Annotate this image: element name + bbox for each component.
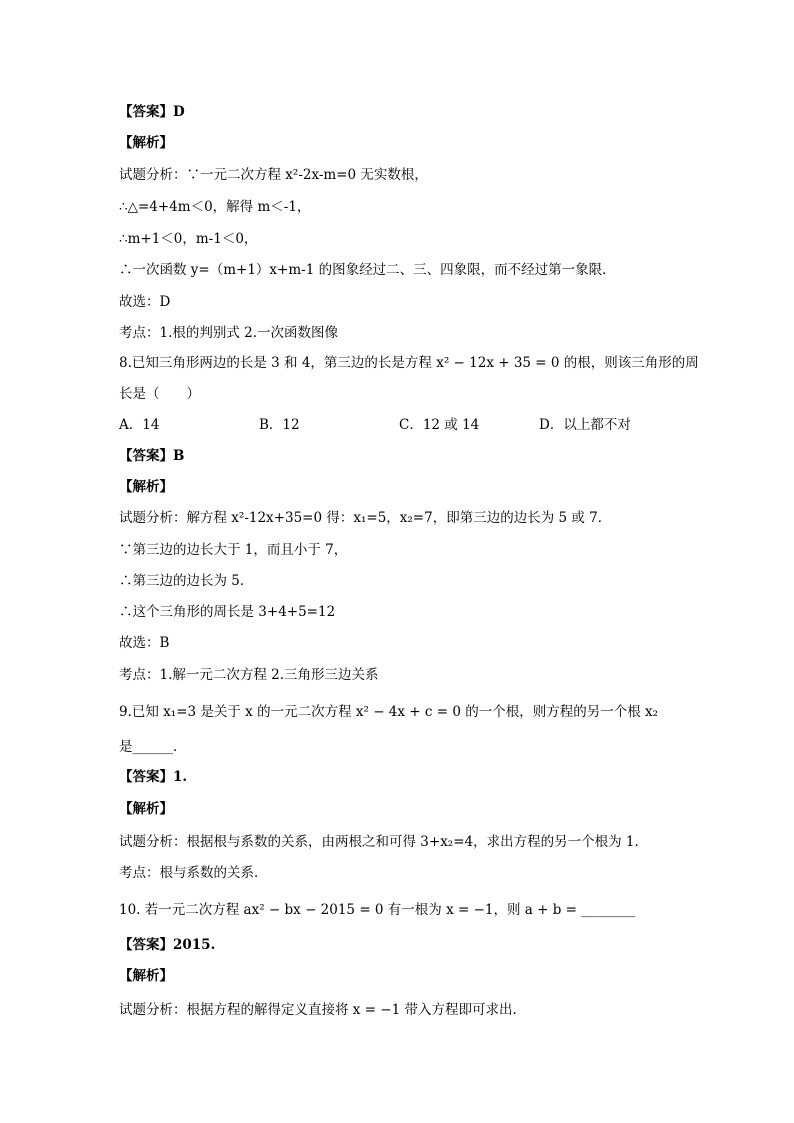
option-b: B．12 [259,417,300,433]
choice-line: 故选：B [119,635,170,651]
option-c: C．12 或 14 [399,417,480,433]
analysis-label-7: 【解析】 [119,135,173,151]
question-9-text-cont: 是______． [119,739,187,755]
option-a: A．14 [119,417,160,433]
analysis-line: ∵第三边的边长大于 1，而且小于 7， [119,542,348,558]
analysis-line: 试题分析：∵一元二次方程 x²-2x-m=0 无实数根， [119,167,428,183]
knowledge-point-line: 考点：1.解一元二次方程 2.三角形三边关系 [119,667,379,683]
analysis-line: ∴这个三角形的周长是 3+4+5=12 [119,604,336,620]
analysis-line: ∴一次函数 y=（m+1）x+m-1 的图象经过二、三、四象限，而不经过第一象限． [119,262,616,278]
knowledge-point-line: 考点：1.根的判别式 2.一次函数图像 [119,325,339,341]
question-9-text: 9.已知 x₁=3 是关于 x 的一元二次方程 x² − 4x + c = 0 的一个根，则方程的另一个根 x₂ [119,704,659,720]
choice-line: 故选：D [119,294,171,310]
answer-label-7: 【答案】D [119,104,185,120]
answer-label-9: 【答案】1. [119,769,188,785]
answer-label-10: 【答案】2015. [119,937,216,953]
question-8-text: 8.已知三角形两边的长是 3 和 4，第三边的长是方程 x² − 12x + 35 = 0 的根，则该三角形的周 [119,355,699,371]
question-8-options [0,415,794,435]
question-8-text-cont: 长是（ ） [119,386,200,402]
analysis-line: ∴m+1＜0，m-1＜0， [119,231,258,247]
analysis-line: ∴△=4+4m＜0，解得 m＜-1， [119,199,311,215]
analysis-label-10: 【解析】 [119,968,173,984]
option-d: D．以上都不对 [539,417,631,433]
knowledge-point-line: 考点：根与系数的关系． [119,865,268,881]
question-10-text: 10. 若一元二次方程 ax² − bx − 2015 = 0 有一根为 x = −1，则 a + b = ________ [119,902,636,918]
analysis-label-9: 【解析】 [119,801,173,817]
analysis-label-8: 【解析】 [119,479,173,495]
answer-label-8: 【答案】B [119,448,185,464]
analysis-line: 试题分析：根据根与系数的关系，由两根之和可得 3+x₂=4，求出方程的另一个根为 1． [119,834,648,850]
analysis-line: ∴第三边的边长为 5． [119,573,254,589]
analysis-line: 试题分析：解方程 x²-12x+35=0 得：x₁=5，x₂=7，即第三边的边长为 5 或 7． [119,510,612,526]
analysis-line: 试题分析：根据方程的解得定义直接将 x = −1 带入方程即可求出. [119,1002,517,1018]
